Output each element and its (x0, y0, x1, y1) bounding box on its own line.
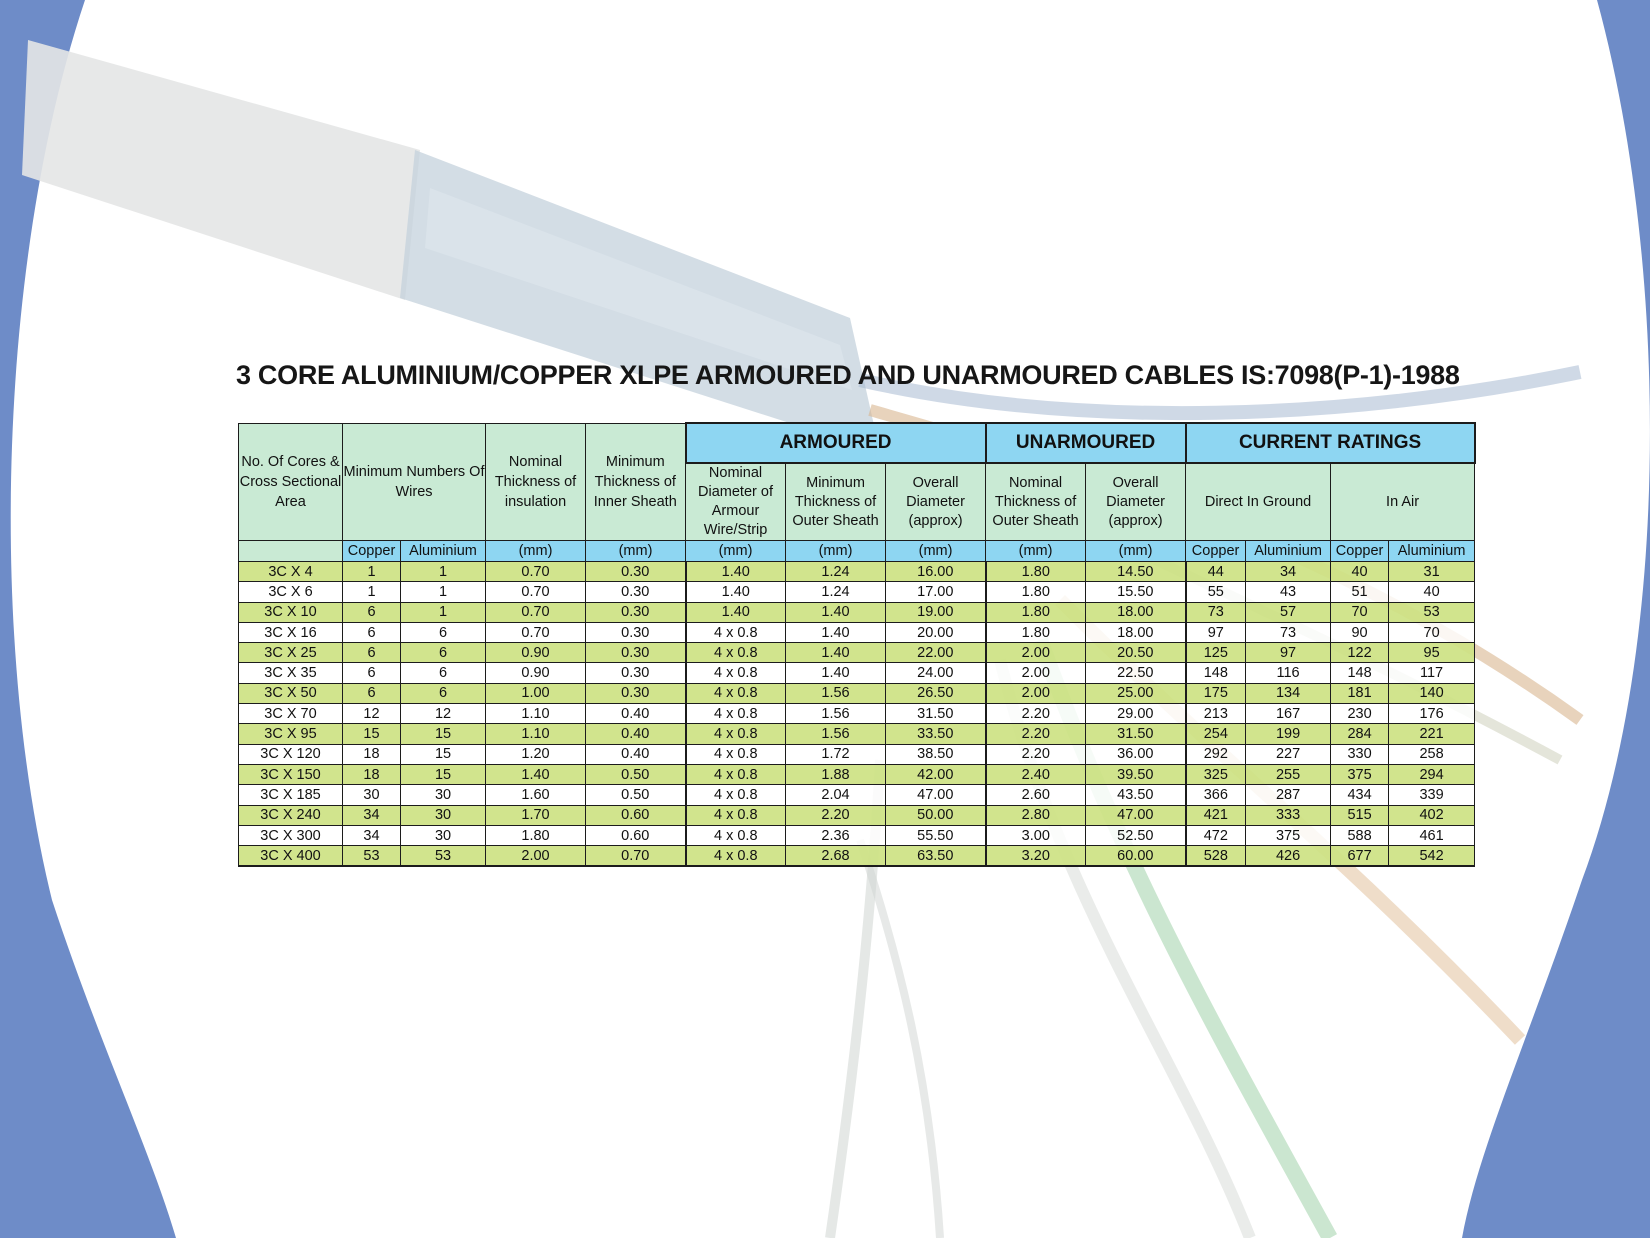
wires-copper-cell: 1 (343, 582, 401, 602)
arm-overall-dia-cell: 63.50 (886, 846, 986, 867)
arm-outer-sheath-cell: 1.40 (786, 663, 886, 683)
armour-dia-cell: 4 x 0.8 (686, 724, 786, 744)
unit-wires-copper: Copper (343, 541, 401, 562)
air-aluminium-cell: 258 (1389, 744, 1475, 764)
air-aluminium-cell: 40 (1389, 582, 1475, 602)
header-direct-in-ground: Direct In Ground (1186, 463, 1331, 541)
header-current-ratings: CURRENT RATINGS (1186, 423, 1475, 463)
ground-copper-cell: 97 (1186, 622, 1246, 642)
arm-overall-dia-cell: 26.50 (886, 683, 986, 703)
insulation-cell: 0.90 (486, 663, 586, 683)
air-aluminium-cell: 140 (1389, 683, 1475, 703)
wires-copper-cell: 6 (343, 602, 401, 622)
air-copper-cell: 51 (1331, 582, 1389, 602)
ground-aluminium-cell: 34 (1246, 562, 1331, 582)
inner-sheath-cell: 0.30 (586, 663, 686, 683)
armour-dia-cell: 4 x 0.8 (686, 825, 786, 845)
header-min-inner-sheath: Minimum Thickness of Inner Sheath (586, 423, 686, 541)
wires-copper-cell: 6 (343, 663, 401, 683)
inner-sheath-cell: 0.70 (586, 846, 686, 867)
inner-sheath-cell: 0.50 (586, 764, 686, 784)
arm-overall-dia-cell: 55.50 (886, 825, 986, 845)
wires-aluminium-cell: 1 (401, 582, 486, 602)
table-row (239, 785, 1475, 805)
ground-aluminium-cell: 227 (1246, 744, 1331, 764)
arm-outer-sheath-cell: 2.20 (786, 805, 886, 825)
cores-area-cell: 3C X 6 (239, 582, 343, 602)
ground-aluminium-cell: 333 (1246, 805, 1331, 825)
ground-aluminium-cell: 97 (1246, 643, 1331, 663)
header-armour-wire-dia: Nominal Diameter of Armour Wire/Strip (686, 463, 786, 541)
table-row (239, 724, 1475, 744)
unarm-overall-dia-cell: 47.00 (1086, 805, 1186, 825)
unarm-outer-sheath-cell: 2.20 (986, 724, 1086, 744)
wires-copper-cell: 15 (343, 724, 401, 744)
cores-area-cell: 3C X 4 (239, 562, 343, 582)
table-row (239, 825, 1475, 845)
insulation-cell: 1.40 (486, 764, 586, 784)
ground-copper-cell: 421 (1186, 805, 1246, 825)
table-row (239, 846, 1475, 867)
table-row (239, 602, 1475, 622)
unarm-overall-dia-cell: 36.00 (1086, 744, 1186, 764)
unarm-outer-sheath-cell: 2.20 (986, 704, 1086, 724)
ground-aluminium-cell: 43 (1246, 582, 1331, 602)
insulation-cell: 0.70 (486, 602, 586, 622)
ground-aluminium-cell: 134 (1246, 683, 1331, 703)
table-row (239, 562, 1475, 582)
arm-overall-dia-cell: 16.00 (886, 562, 986, 582)
unarm-outer-sheath-cell: 2.40 (986, 764, 1086, 784)
header-armoured: ARMOURED (686, 423, 986, 463)
unarm-outer-sheath-cell: 1.80 (986, 582, 1086, 602)
air-aluminium-cell: 542 (1389, 846, 1475, 867)
cores-area-cell: 3C X 185 (239, 785, 343, 805)
air-copper-cell: 148 (1331, 663, 1389, 683)
armour-dia-cell: 4 x 0.8 (686, 846, 786, 867)
air-copper-cell: 40 (1331, 562, 1389, 582)
ground-copper-cell: 325 (1186, 764, 1246, 784)
armour-dia-cell: 4 x 0.8 (686, 704, 786, 724)
arm-outer-sheath-cell: 1.56 (786, 724, 886, 744)
insulation-cell: 1.10 (486, 704, 586, 724)
table-body (239, 562, 1475, 867)
table-row (239, 744, 1475, 764)
inner-sheath-cell: 0.40 (586, 704, 686, 724)
unarm-outer-sheath-cell: 2.00 (986, 663, 1086, 683)
armour-dia-cell: 4 x 0.8 (686, 683, 786, 703)
unarm-overall-dia-cell: 22.50 (1086, 663, 1186, 683)
arm-overall-dia-cell: 24.00 (886, 663, 986, 683)
table-row (239, 764, 1475, 784)
unarm-overall-dia-cell: 15.50 (1086, 582, 1186, 602)
arm-outer-sheath-cell: 1.88 (786, 764, 886, 784)
arm-outer-sheath-cell: 1.72 (786, 744, 886, 764)
unarm-overall-dia-cell: 20.50 (1086, 643, 1186, 663)
wires-aluminium-cell: 12 (401, 704, 486, 724)
table-row (239, 582, 1475, 602)
cores-area-cell: 3C X 240 (239, 805, 343, 825)
arm-outer-sheath-cell: 1.56 (786, 683, 886, 703)
arm-outer-sheath-cell: 2.68 (786, 846, 886, 867)
header-cores-area: No. Of Cores & Cross Sectional Area (239, 423, 343, 541)
inner-sheath-cell: 0.50 (586, 785, 686, 805)
unit-arm-overall-dia-mm: (mm) (886, 541, 986, 562)
air-copper-cell: 375 (1331, 764, 1389, 784)
air-copper-cell: 515 (1331, 805, 1389, 825)
arm-outer-sheath-cell: 1.24 (786, 562, 886, 582)
unit-unarm-overall-dia-mm: (mm) (1086, 541, 1186, 562)
unit-ground-copper: Copper (1186, 541, 1246, 562)
ground-copper-cell: 292 (1186, 744, 1246, 764)
arm-outer-sheath-cell: 1.40 (786, 643, 886, 663)
air-copper-cell: 70 (1331, 602, 1389, 622)
cores-area-cell: 3C X 120 (239, 744, 343, 764)
inner-sheath-cell: 0.30 (586, 683, 686, 703)
ground-copper-cell: 148 (1186, 663, 1246, 683)
unarm-overall-dia-cell: 39.50 (1086, 764, 1186, 784)
insulation-cell: 1.10 (486, 724, 586, 744)
table-row (239, 704, 1475, 724)
insulation-cell: 0.70 (486, 562, 586, 582)
air-copper-cell: 330 (1331, 744, 1389, 764)
unarm-outer-sheath-cell: 2.00 (986, 643, 1086, 663)
header-unarmoured: UNARMOURED (986, 423, 1186, 463)
air-aluminium-cell: 339 (1389, 785, 1475, 805)
air-aluminium-cell: 95 (1389, 643, 1475, 663)
air-copper-cell: 284 (1331, 724, 1389, 744)
arm-overall-dia-cell: 42.00 (886, 764, 986, 784)
header-arm-overall-dia: Overall Diameter (approx) (886, 463, 986, 541)
armour-dia-cell: 4 x 0.8 (686, 785, 786, 805)
arm-overall-dia-cell: 19.00 (886, 602, 986, 622)
page-title: 3 CORE ALUMINIUM/COPPER XLPE ARMOURED AND UNARMOURED CABLES IS:7098(P-1)-1988 (236, 360, 1460, 390)
inner-sheath-cell: 0.30 (586, 622, 686, 642)
unit-armour-dia-mm: (mm) (686, 541, 786, 562)
arm-outer-sheath-cell: 1.40 (786, 622, 886, 642)
inner-sheath-cell: 0.30 (586, 582, 686, 602)
insulation-cell: 1.80 (486, 825, 586, 845)
wires-aluminium-cell: 53 (401, 846, 486, 867)
arm-outer-sheath-cell: 2.36 (786, 825, 886, 845)
insulation-cell: 1.70 (486, 805, 586, 825)
cores-area-cell: 3C X 10 (239, 602, 343, 622)
arm-overall-dia-cell: 47.00 (886, 785, 986, 805)
wires-copper-cell: 18 (343, 744, 401, 764)
unit-air-copper: Copper (1331, 541, 1389, 562)
ground-copper-cell: 175 (1186, 683, 1246, 703)
ground-aluminium-cell: 116 (1246, 663, 1331, 683)
unarm-outer-sheath-cell: 1.80 (986, 562, 1086, 582)
unit-wires-aluminium: Aluminium (401, 541, 486, 562)
inner-sheath-cell: 0.60 (586, 825, 686, 845)
armour-dia-cell: 4 x 0.8 (686, 663, 786, 683)
inner-sheath-cell: 0.60 (586, 805, 686, 825)
arm-outer-sheath-cell: 1.40 (786, 602, 886, 622)
unarm-overall-dia-cell: 43.50 (1086, 785, 1186, 805)
wires-aluminium-cell: 30 (401, 785, 486, 805)
wires-aluminium-cell: 1 (401, 602, 486, 622)
cores-area-cell: 3C X 16 (239, 622, 343, 642)
wires-aluminium-cell: 6 (401, 622, 486, 642)
unarm-outer-sheath-cell: 2.60 (986, 785, 1086, 805)
wires-copper-cell: 30 (343, 785, 401, 805)
unit-blank (239, 541, 343, 562)
arm-overall-dia-cell: 38.50 (886, 744, 986, 764)
ground-copper-cell: 44 (1186, 562, 1246, 582)
wires-copper-cell: 18 (343, 764, 401, 784)
ground-aluminium-cell: 167 (1246, 704, 1331, 724)
cores-area-cell: 3C X 95 (239, 724, 343, 744)
arm-overall-dia-cell: 31.50 (886, 704, 986, 724)
arm-outer-sheath-cell: 2.04 (786, 785, 886, 805)
arm-outer-sheath-cell: 1.24 (786, 582, 886, 602)
unit-inner-sheath-mm: (mm) (586, 541, 686, 562)
arm-overall-dia-cell: 20.00 (886, 622, 986, 642)
ground-aluminium-cell: 57 (1246, 602, 1331, 622)
air-copper-cell: 588 (1331, 825, 1389, 845)
wires-aluminium-cell: 6 (401, 643, 486, 663)
unarm-overall-dia-cell: 14.50 (1086, 562, 1186, 582)
arm-outer-sheath-cell: 1.56 (786, 704, 886, 724)
unit-insulation-mm: (mm) (486, 541, 586, 562)
arm-overall-dia-cell: 22.00 (886, 643, 986, 663)
unarm-overall-dia-cell: 31.50 (1086, 724, 1186, 744)
air-aluminium-cell: 53 (1389, 602, 1475, 622)
air-copper-cell: 230 (1331, 704, 1389, 724)
unarm-outer-sheath-cell: 1.80 (986, 622, 1086, 642)
arm-overall-dia-cell: 17.00 (886, 582, 986, 602)
insulation-cell: 2.00 (486, 846, 586, 867)
air-aluminium-cell: 176 (1389, 704, 1475, 724)
ground-copper-cell: 472 (1186, 825, 1246, 845)
unarm-outer-sheath-cell: 3.20 (986, 846, 1086, 867)
table-row (239, 683, 1475, 703)
wires-aluminium-cell: 6 (401, 683, 486, 703)
insulation-cell: 0.70 (486, 622, 586, 642)
unarm-overall-dia-cell: 60.00 (1086, 846, 1186, 867)
inner-sheath-cell: 0.30 (586, 602, 686, 622)
unit-ground-aluminium: Aluminium (1246, 541, 1331, 562)
ground-aluminium-cell: 287 (1246, 785, 1331, 805)
air-copper-cell: 434 (1331, 785, 1389, 805)
unarm-overall-dia-cell: 18.00 (1086, 622, 1186, 642)
arm-overall-dia-cell: 33.50 (886, 724, 986, 744)
ground-aluminium-cell: 73 (1246, 622, 1331, 642)
arm-overall-dia-cell: 50.00 (886, 805, 986, 825)
unarm-overall-dia-cell: 18.00 (1086, 602, 1186, 622)
unit-arm-outer-sheath-mm: (mm) (786, 541, 886, 562)
cores-area-cell: 3C X 70 (239, 704, 343, 724)
air-copper-cell: 677 (1331, 846, 1389, 867)
wires-aluminium-cell: 15 (401, 764, 486, 784)
wires-aluminium-cell: 1 (401, 562, 486, 582)
armour-dia-cell: 4 x 0.8 (686, 622, 786, 642)
armour-dia-cell: 4 x 0.8 (686, 643, 786, 663)
unit-air-aluminium: Aluminium (1389, 541, 1475, 562)
armour-dia-cell: 4 x 0.8 (686, 764, 786, 784)
wires-aluminium-cell: 30 (401, 805, 486, 825)
armour-dia-cell: 1.40 (686, 562, 786, 582)
unarm-outer-sheath-cell: 2.20 (986, 744, 1086, 764)
insulation-cell: 1.20 (486, 744, 586, 764)
wires-copper-cell: 53 (343, 846, 401, 867)
air-aluminium-cell: 294 (1389, 764, 1475, 784)
wires-aluminium-cell: 15 (401, 744, 486, 764)
unarm-overall-dia-cell: 52.50 (1086, 825, 1186, 845)
air-copper-cell: 122 (1331, 643, 1389, 663)
inner-sheath-cell: 0.40 (586, 724, 686, 744)
ground-aluminium-cell: 255 (1246, 764, 1331, 784)
unarm-outer-sheath-cell: 2.00 (986, 683, 1086, 703)
ground-copper-cell: 213 (1186, 704, 1246, 724)
wires-aluminium-cell: 6 (401, 663, 486, 683)
air-aluminium-cell: 402 (1389, 805, 1475, 825)
ground-aluminium-cell: 375 (1246, 825, 1331, 845)
insulation-cell: 1.60 (486, 785, 586, 805)
unarm-overall-dia-cell: 25.00 (1086, 683, 1186, 703)
table-row (239, 622, 1475, 642)
cores-area-cell: 3C X 50 (239, 683, 343, 703)
inner-sheath-cell: 0.30 (586, 643, 686, 663)
unarm-overall-dia-cell: 29.00 (1086, 704, 1186, 724)
wires-copper-cell: 6 (343, 683, 401, 703)
unarm-outer-sheath-cell: 2.80 (986, 805, 1086, 825)
insulation-cell: 0.70 (486, 582, 586, 602)
ground-copper-cell: 528 (1186, 846, 1246, 867)
header-unarm-overall-dia: Overall Diameter (approx) (1086, 463, 1186, 541)
header-min-wires: Minimum Numbers Of Wires (343, 423, 486, 541)
armour-dia-cell: 1.40 (686, 582, 786, 602)
air-aluminium-cell: 31 (1389, 562, 1475, 582)
air-aluminium-cell: 461 (1389, 825, 1475, 845)
air-aluminium-cell: 221 (1389, 724, 1475, 744)
unit-unarm-outer-sheath-mm: (mm) (986, 541, 1086, 562)
wires-copper-cell: 34 (343, 825, 401, 845)
air-copper-cell: 181 (1331, 683, 1389, 703)
cores-area-cell: 3C X 35 (239, 663, 343, 683)
wires-copper-cell: 12 (343, 704, 401, 724)
unarm-outer-sheath-cell: 1.80 (986, 602, 1086, 622)
insulation-cell: 0.90 (486, 643, 586, 663)
air-aluminium-cell: 70 (1389, 622, 1475, 642)
armour-dia-cell: 4 x 0.8 (686, 744, 786, 764)
ground-copper-cell: 73 (1186, 602, 1246, 622)
ground-copper-cell: 366 (1186, 785, 1246, 805)
table-row (239, 643, 1475, 663)
ground-copper-cell: 125 (1186, 643, 1246, 663)
cores-area-cell: 3C X 400 (239, 846, 343, 867)
inner-sheath-cell: 0.30 (586, 562, 686, 582)
wires-aluminium-cell: 15 (401, 724, 486, 744)
ground-copper-cell: 55 (1186, 582, 1246, 602)
cable-spec-table (238, 422, 1476, 867)
wires-copper-cell: 1 (343, 562, 401, 582)
wires-copper-cell: 34 (343, 805, 401, 825)
header-nominal-insulation: Nominal Thickness of insulation (486, 423, 586, 541)
wires-copper-cell: 6 (343, 643, 401, 663)
table-row (239, 663, 1475, 683)
wires-aluminium-cell: 30 (401, 825, 486, 845)
table-row (239, 805, 1475, 825)
cores-area-cell: 3C X 25 (239, 643, 343, 663)
wires-copper-cell: 6 (343, 622, 401, 642)
unarm-outer-sheath-cell: 3.00 (986, 825, 1086, 845)
ground-copper-cell: 254 (1186, 724, 1246, 744)
cores-area-cell: 3C X 300 (239, 825, 343, 845)
air-copper-cell: 90 (1331, 622, 1389, 642)
cores-area-cell: 3C X 150 (239, 764, 343, 784)
armour-dia-cell: 4 x 0.8 (686, 805, 786, 825)
ground-aluminium-cell: 426 (1246, 846, 1331, 867)
header-unarm-outer-sheath: Nominal Thickness of Outer Sheath (986, 463, 1086, 541)
insulation-cell: 1.00 (486, 683, 586, 703)
header-arm-min-outer-sheath: Minimum Thickness of Outer Sheath (786, 463, 886, 541)
ground-aluminium-cell: 199 (1246, 724, 1331, 744)
armour-dia-cell: 1.40 (686, 602, 786, 622)
air-aluminium-cell: 117 (1389, 663, 1475, 683)
header-in-air: In Air (1331, 463, 1475, 541)
inner-sheath-cell: 0.40 (586, 744, 686, 764)
